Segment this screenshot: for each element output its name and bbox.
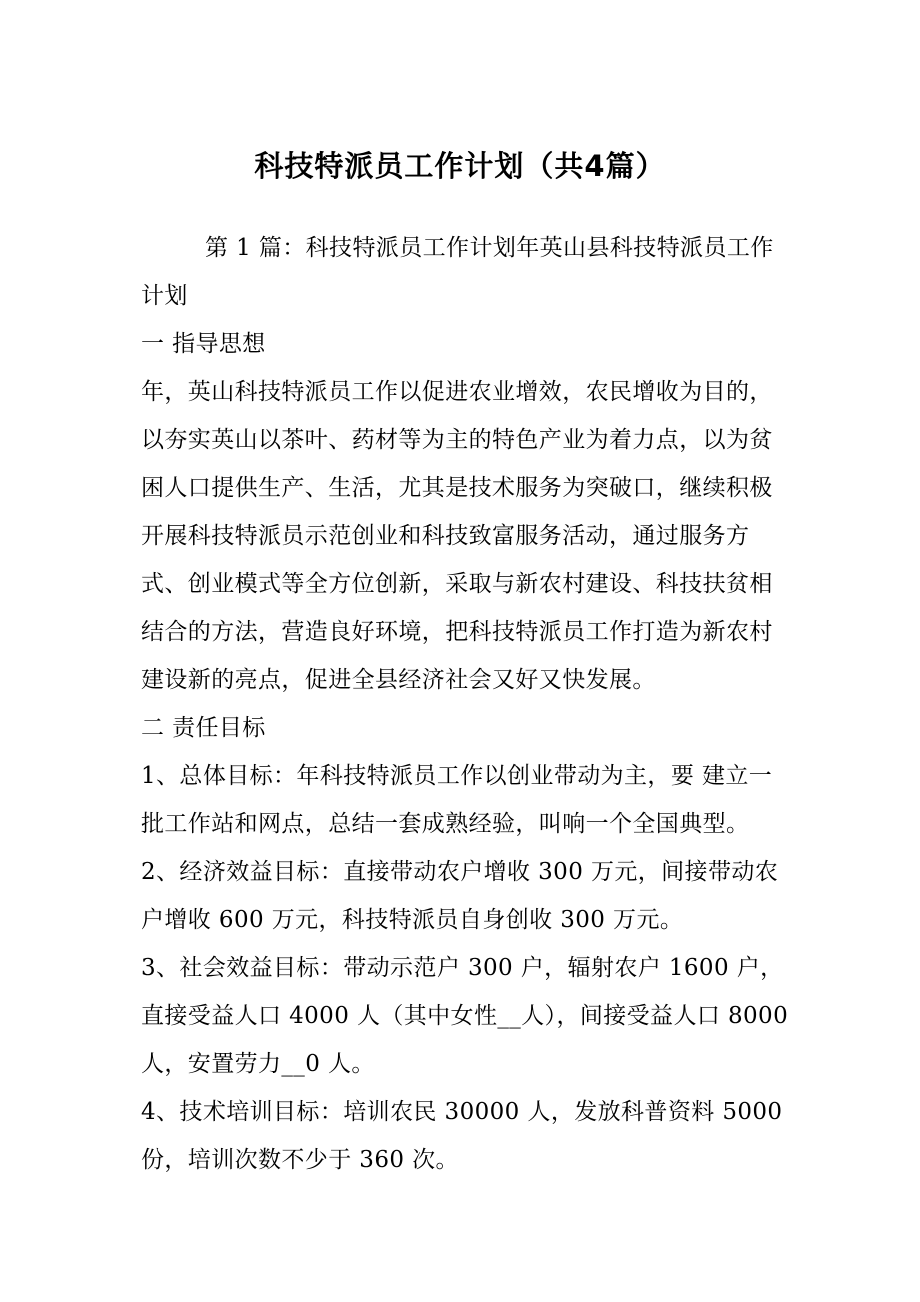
paragraph-overall-goal: 1、总体目标：年科技特派员工作以创业带动为主，要 建立一批工作站和网点，总结一套成熟经验，叫响一个全国典型。 — [141, 763, 773, 837]
heading-responsibility-goals: 二 责任目标 — [141, 715, 266, 741]
paragraph-section-heading: 第 1 篇：科技特派员工作计划年英山县科技特派员工作计划 — [141, 235, 774, 309]
paragraph-social-goal: 3、社会效益目标：带动示范户 300 户，辐射农户 1600 户，直接受益人口 4000 人（其中女性__人），间接受益人口 8000 人，安置劳力__0 人。 — [141, 955, 789, 1077]
heading-guiding-ideology: 一 指导思想 — [141, 331, 266, 357]
document-title: 科技特派员工作计划（共4篇） — [254, 149, 666, 183]
paragraph-guiding-ideology: 年，英山科技特派员工作以促进农业增效，农民增收为目的，以夯实英山以茶叶、药材等为主的特色产业为着力点，以为贫困人口提供生产、生活，尤其是技术服务为突破口，继续积极开展科技特派员示范创业和科技致富服务活动，通过服务方式、创业模式等全方位创新，采取与新农村建设、科技扶贫相结合的方法，营造良好环境，把科技特派员工作打造为新农村建设新的亮点，促进全县经济社会又好又快发展。 — [141, 379, 773, 693]
paragraph-economic-goal: 2、经济效益目标：直接带动农户增收 300 万元，间接带动农户增收 600 万元，科技特派员自身创收 300 万元。 — [141, 859, 779, 933]
paragraph-training-goal: 4、技术培训目标：培训农民 30000 人，发放科普资料 5000 份，培训次数不少于 360 次。 — [141, 1099, 783, 1173]
document-body — [141, 224, 791, 1184]
